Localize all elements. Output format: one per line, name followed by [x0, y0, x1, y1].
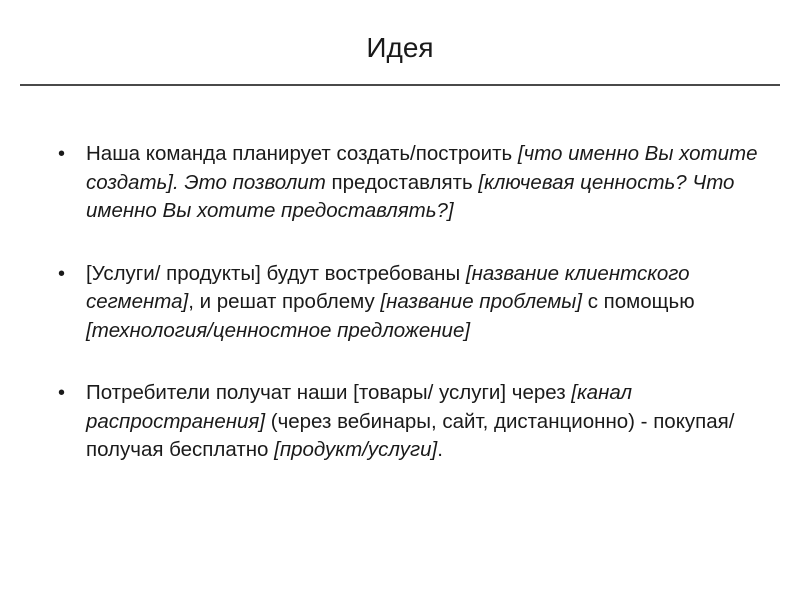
placeholder-segment: [канал распространения]	[86, 381, 633, 433]
bullet-item	[58, 140, 763, 226]
placeholder-segment: [название клиентского сегмента]	[86, 261, 690, 313]
bullet-dot-icon: •	[58, 143, 66, 165]
placeholder-segment: [технология/ценностное предложение]	[86, 318, 471, 342]
placeholder-segment: [продукт/услуги]	[274, 438, 438, 461]
bullet-text-segment: (через вебинары, сайт, дистанционно) - покупая/получая бесплатно	[86, 409, 735, 461]
bullet-text-segment: .	[437, 438, 443, 461]
bullet-item	[58, 260, 763, 346]
bullet-item	[58, 379, 763, 465]
placeholder-segment: [название проблемы]	[380, 290, 583, 313]
bullet-dot-icon: •	[58, 262, 66, 285]
bullet-text-segment: [Услуги/ продукты] будут востребованы	[86, 261, 466, 285]
placeholder-segment: [ключевая ценность? Что именно Вы хотите предоставлять?]	[86, 170, 735, 222]
bullet-dot-icon: •	[58, 382, 66, 404]
bullet-text-segment: , и решат проблему	[188, 290, 381, 313]
placeholder-segment: [что именно Вы хотите создать]. Это позволит	[86, 142, 758, 194]
bullet-list	[58, 140, 763, 465]
bullet-text-segment: Потребители получат наши [товары/ услуги] через	[86, 381, 572, 404]
slide-title: Идея	[366, 32, 434, 63]
bullet-text-segment: Наша команда планирует создать/построить	[86, 142, 518, 165]
bullet-text-segment: предоставлять	[325, 170, 479, 194]
title-divider	[20, 84, 780, 86]
bullet-text-segment: с помощью	[582, 290, 695, 313]
